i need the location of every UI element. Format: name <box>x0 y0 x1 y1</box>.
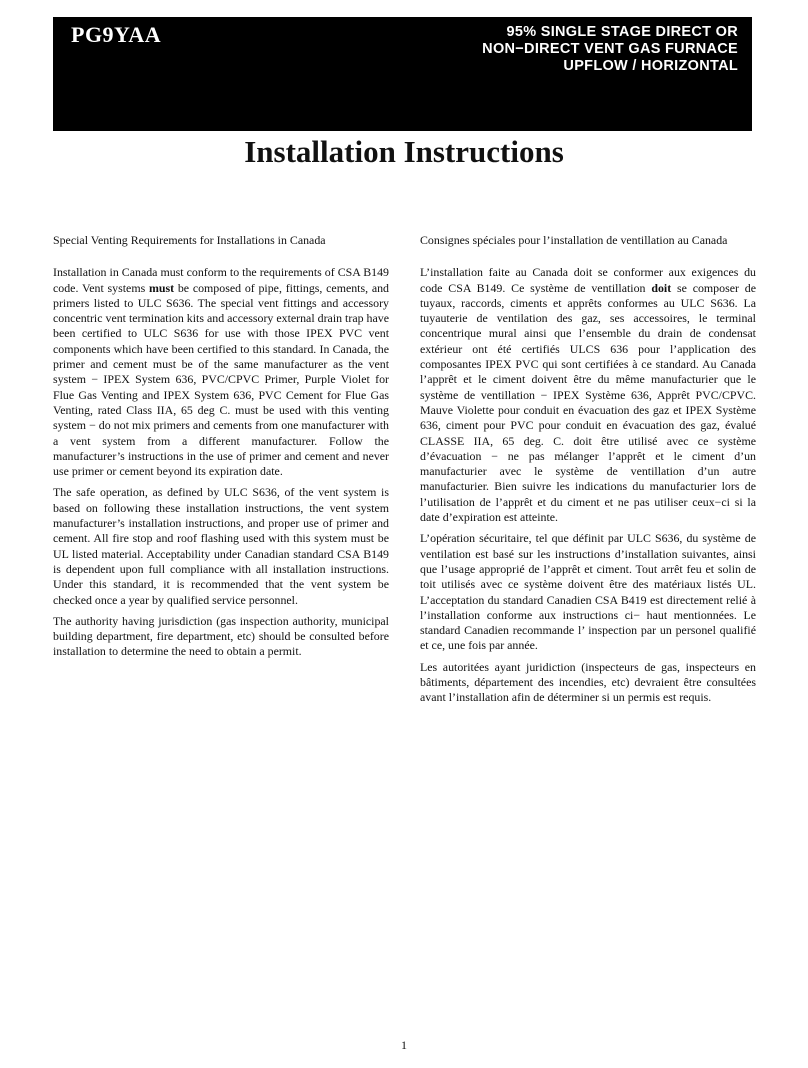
english-p1-text-b: be composed of pipe, fittings, cements, and primers listed to ULC S636. The special vent fittings and accessory concentric vent termination kits and accessory external drain trap have been certified to ULC S636 for use with those IPEX PVC vent components which have been certified to this standard. In Canada, the primer and cement must be of the same manufacturer as the vent system − IPEX System 636, PVC/CPVC Primer, Purple Violet for Flue Gas Venting and IPEX System 636, PVC Cement for Flue Gas Venting, rated Class IIA, 65 deg C. must be used with this venting system − do not mix primers and cements from one manufacturer with a vent system from a different manufacturer. Follow the manufacturer’s instructions in the use of primer and cement and never use primer or cement beyond its expiration date. <box>53 280 390 479</box>
product-line-2: NON−DIRECT VENT GAS FURNACE <box>482 41 738 57</box>
page-number: 1 <box>401 1038 407 1052</box>
english-heading: Special Venting Requirements for Installations in Canada <box>53 233 326 247</box>
french-paragraph-2: L’opération sécuritaire, tel que définit par ULC S636, du système de ventilation est basé sur les instructions d’installation suivantes, ainsi que l’usage approprié de l’apprêt et ciment. Tout arrêt feu et solin de toit utilisés avec ce système doivent être des matériaux listés UL. L’acceptation du standard Canadien CSA B419 est directement relié à l’installation conforme aux instructions ci− haut mentionnées. Le standard Canadien recommande l’ inspection par un personel qualifié et ce, une fois par année. <box>420 531 756 653</box>
french-column <box>420 233 756 712</box>
document-title: Installation Instructions <box>244 134 564 169</box>
french-p1-text-b: se composer de tuyaux, raccords, ciments et apprêts conformes au ULC S636. La tuyauterie de ventilation des gaz, ses accessoires, le terminal concentrique mural ainsi que l’ensemble du drain de condensat extérieur ont été certifiés ULCS 636 pour l’application des composantes IPEX PVC qui sont certifiées à ce standard. Au Canada l’apprêt et le ciment doivent être du même manufacturier que le système de ventillation − IPEX Système 636, Apprêt PVC/CPVC. Mauve Violette pour conduit en évacuation des gaz et IPEX Système 636, ciment pour PVC pour conduit en évacuation des gaz, évalué CLASSE IIA, 65 deg. C. doit être utilisé avec ce système d’évacuation − ne pas mélanger l’apprêt et le ciment d’un manufacturier avec le système de ventillation d’un autre manufacturier. Bien suivre les indications du manufacturier lors de l’utilisation de l’apprêt et du ciment et ne pas utiliser ceux−ci si la date d’expiration est atteinte. <box>420 280 756 525</box>
header-band <box>53 17 752 131</box>
french-heading: Consignes spéciales pour l’installation de ventillation au Canada <box>420 233 728 247</box>
french-p1-text-a: L’installation faite au Canada doit se conformer aux exigences du code CSA B149. Ce système de ventillation <box>420 265 756 295</box>
english-paragraph-2: The safe operation, as defined by ULC S636, of the vent system is based on following these installation instructions, the vent system manufacturer’s installation instructions, and proper use of primer and cement. All fire stop and roof flashing used with this system must be UL listed material. Acceptability under Canadian standard CSA B149 is dependent upon full compliance with all installation instructions. Under this standard, it is recommended that the vent system be checked once a year by qualified service personnel. <box>53 485 389 607</box>
french-p1-emphasis: doit <box>651 280 672 295</box>
english-p1-emphasis: must <box>148 280 175 295</box>
french-paragraph-3: Les autoritées ayant juridiction (inspecteurs de gas, inspecteurs en bâtiments, département des incendies, etc) devraient être consultées avant l’installation afin de déterminer si un permis est requis. <box>420 659 756 705</box>
english-p1-text-a: Installation in Canada must conform to the requirements of CSA B149 code. Vent systems <box>53 265 389 295</box>
product-description <box>482 24 738 75</box>
english-column <box>53 233 389 666</box>
english-paragraph-1 <box>53 265 389 479</box>
product-line-3: UPFLOW / HORIZONTAL <box>563 58 738 74</box>
french-paragraph-1 <box>420 265 756 525</box>
english-paragraph-3: The authority having jurisdiction (gas inspection authority, municipal building department, fire department, etc) should be consulted before installation to determine the need to obtain a permit. <box>53 613 389 659</box>
product-line-1: 95% SINGLE STAGE DIRECT OR <box>506 24 738 40</box>
model-number: PG9YAA <box>71 22 162 47</box>
